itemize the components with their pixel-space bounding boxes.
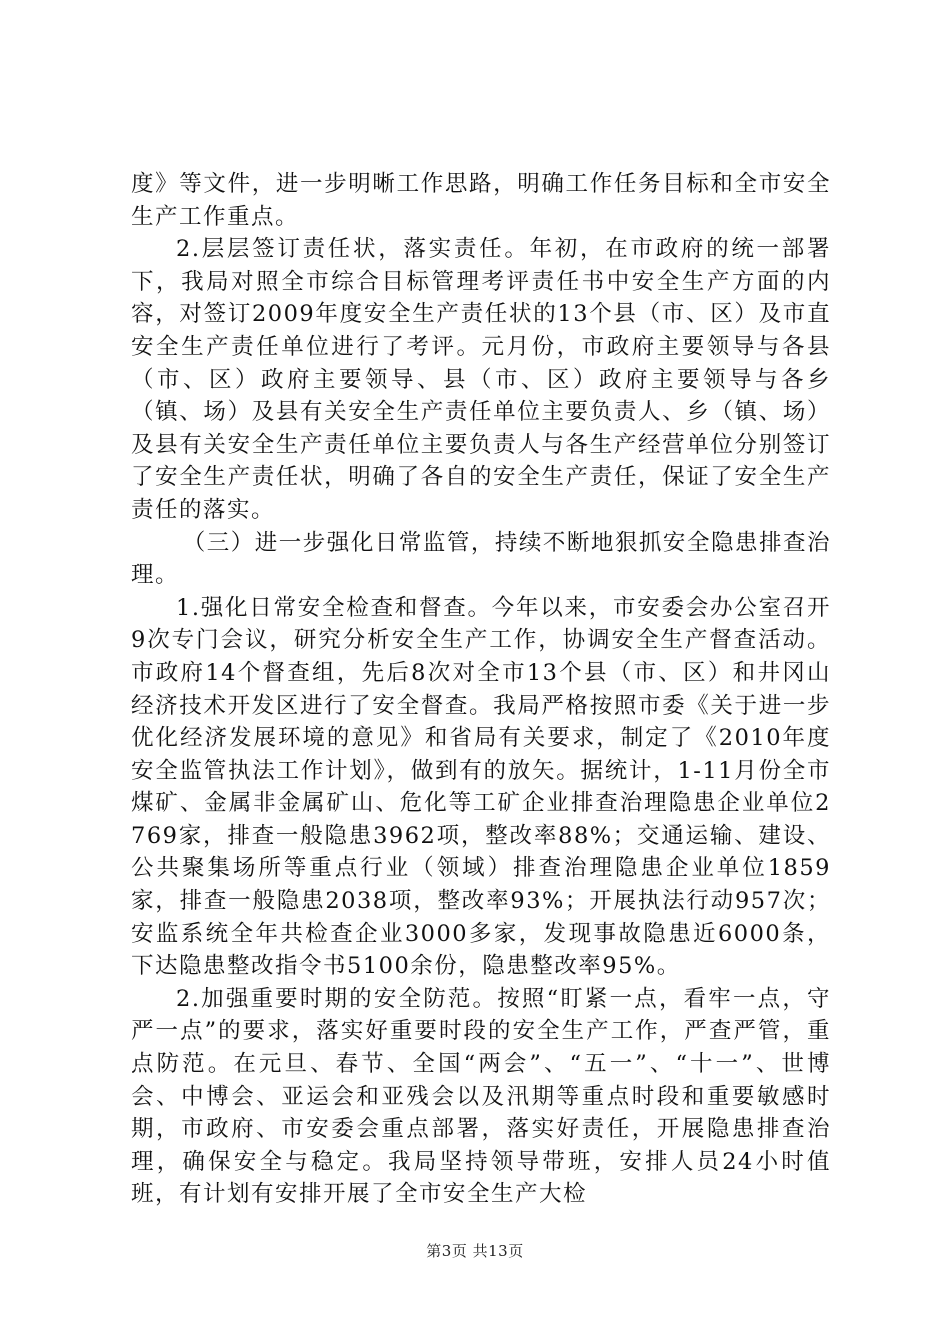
paragraph-continuation: 度》等文件，进一步明晰工作思路，明确工作任务目标和全市安全生产工作重点。 bbox=[131, 171, 831, 230]
paragraph-daily-inspection: 1.强化日常安全检查和督查。今年以来，市安委会办公室召开9次专门会议，研究分析安全生产工作，协调安全生产督查活动。市政府14个督查组，先后8次对全市13个县（市、区）和井冈山经济技术开发区进行了安全督查。我局严格按照市委《关于进一步优化经济发展环境的意见》和省局有关要求，制定了《2010年度安全监管执法工作计划》，做到有的放矢。据统计，1-11月份全市煤矿、金属非金属矿山、危化等工矿企业排查治理隐患企业单位2769家，排查一般隐患3962项，整改率88%；交通运输、建设、公共聚集场所等重点行业（领域）排查治理隐患企业单位1859家，排查一般隐患2038项，整改率93%；开展执法行动957次；安监系统全年共检查企业3000多家，发现事故隐患近6000条，下达隐患整改指令书5100余份，隐患整改率95%。 bbox=[131, 594, 831, 980]
section-heading-3: （三）进一步强化日常监管，持续不断地狠抓安全隐患排查治理。 bbox=[131, 529, 831, 589]
paragraph-key-period-safety: 2.加强重要时期的安全防范。按照“盯紧一点，看牢一点，守严一点”的要求，落实好重要时段的安全生产工作，严查严管，重点防范。在元旦、春节、全国“两会”、“五一”、“十一”、世博会、中博会、亚运会和亚残会以及汛期等重点时段和重要敏感时期，市政府、市安委会重点部署，落实好责任，开展隐患排查治理，确保安全与稳定。我局坚持领导带班，安排人员24小时值班，有计划有安排开展了全市安全生产大检 bbox=[131, 985, 831, 1208]
page-footer: 第3页 共13页 bbox=[426, 1242, 524, 1260]
paragraph-responsibility-letters: 2.层层签订责任状，落实责任。年初，在市政府的统一部署下，我局对照全市综合目标管理考评责任书中安全生产方面的内容，对签订2009年度安全生产责任状的13个县（市、区）及市直安全生产责任单位进行了考评。元月份，市政府主要领导与各县（市、区）政府主要领导、县（市、区）政府主要领导与各乡（镇、场）及县有关安全生产责任单位主要负责人、乡（镇、场）及县有关安全生产责任单位主要负责人与各生产经营单位分别签订了安全生产责任状，明确了各自的安全生产责任，保证了安全生产责任的落实。 bbox=[131, 236, 831, 523]
document-body bbox=[131, 168, 831, 1211]
